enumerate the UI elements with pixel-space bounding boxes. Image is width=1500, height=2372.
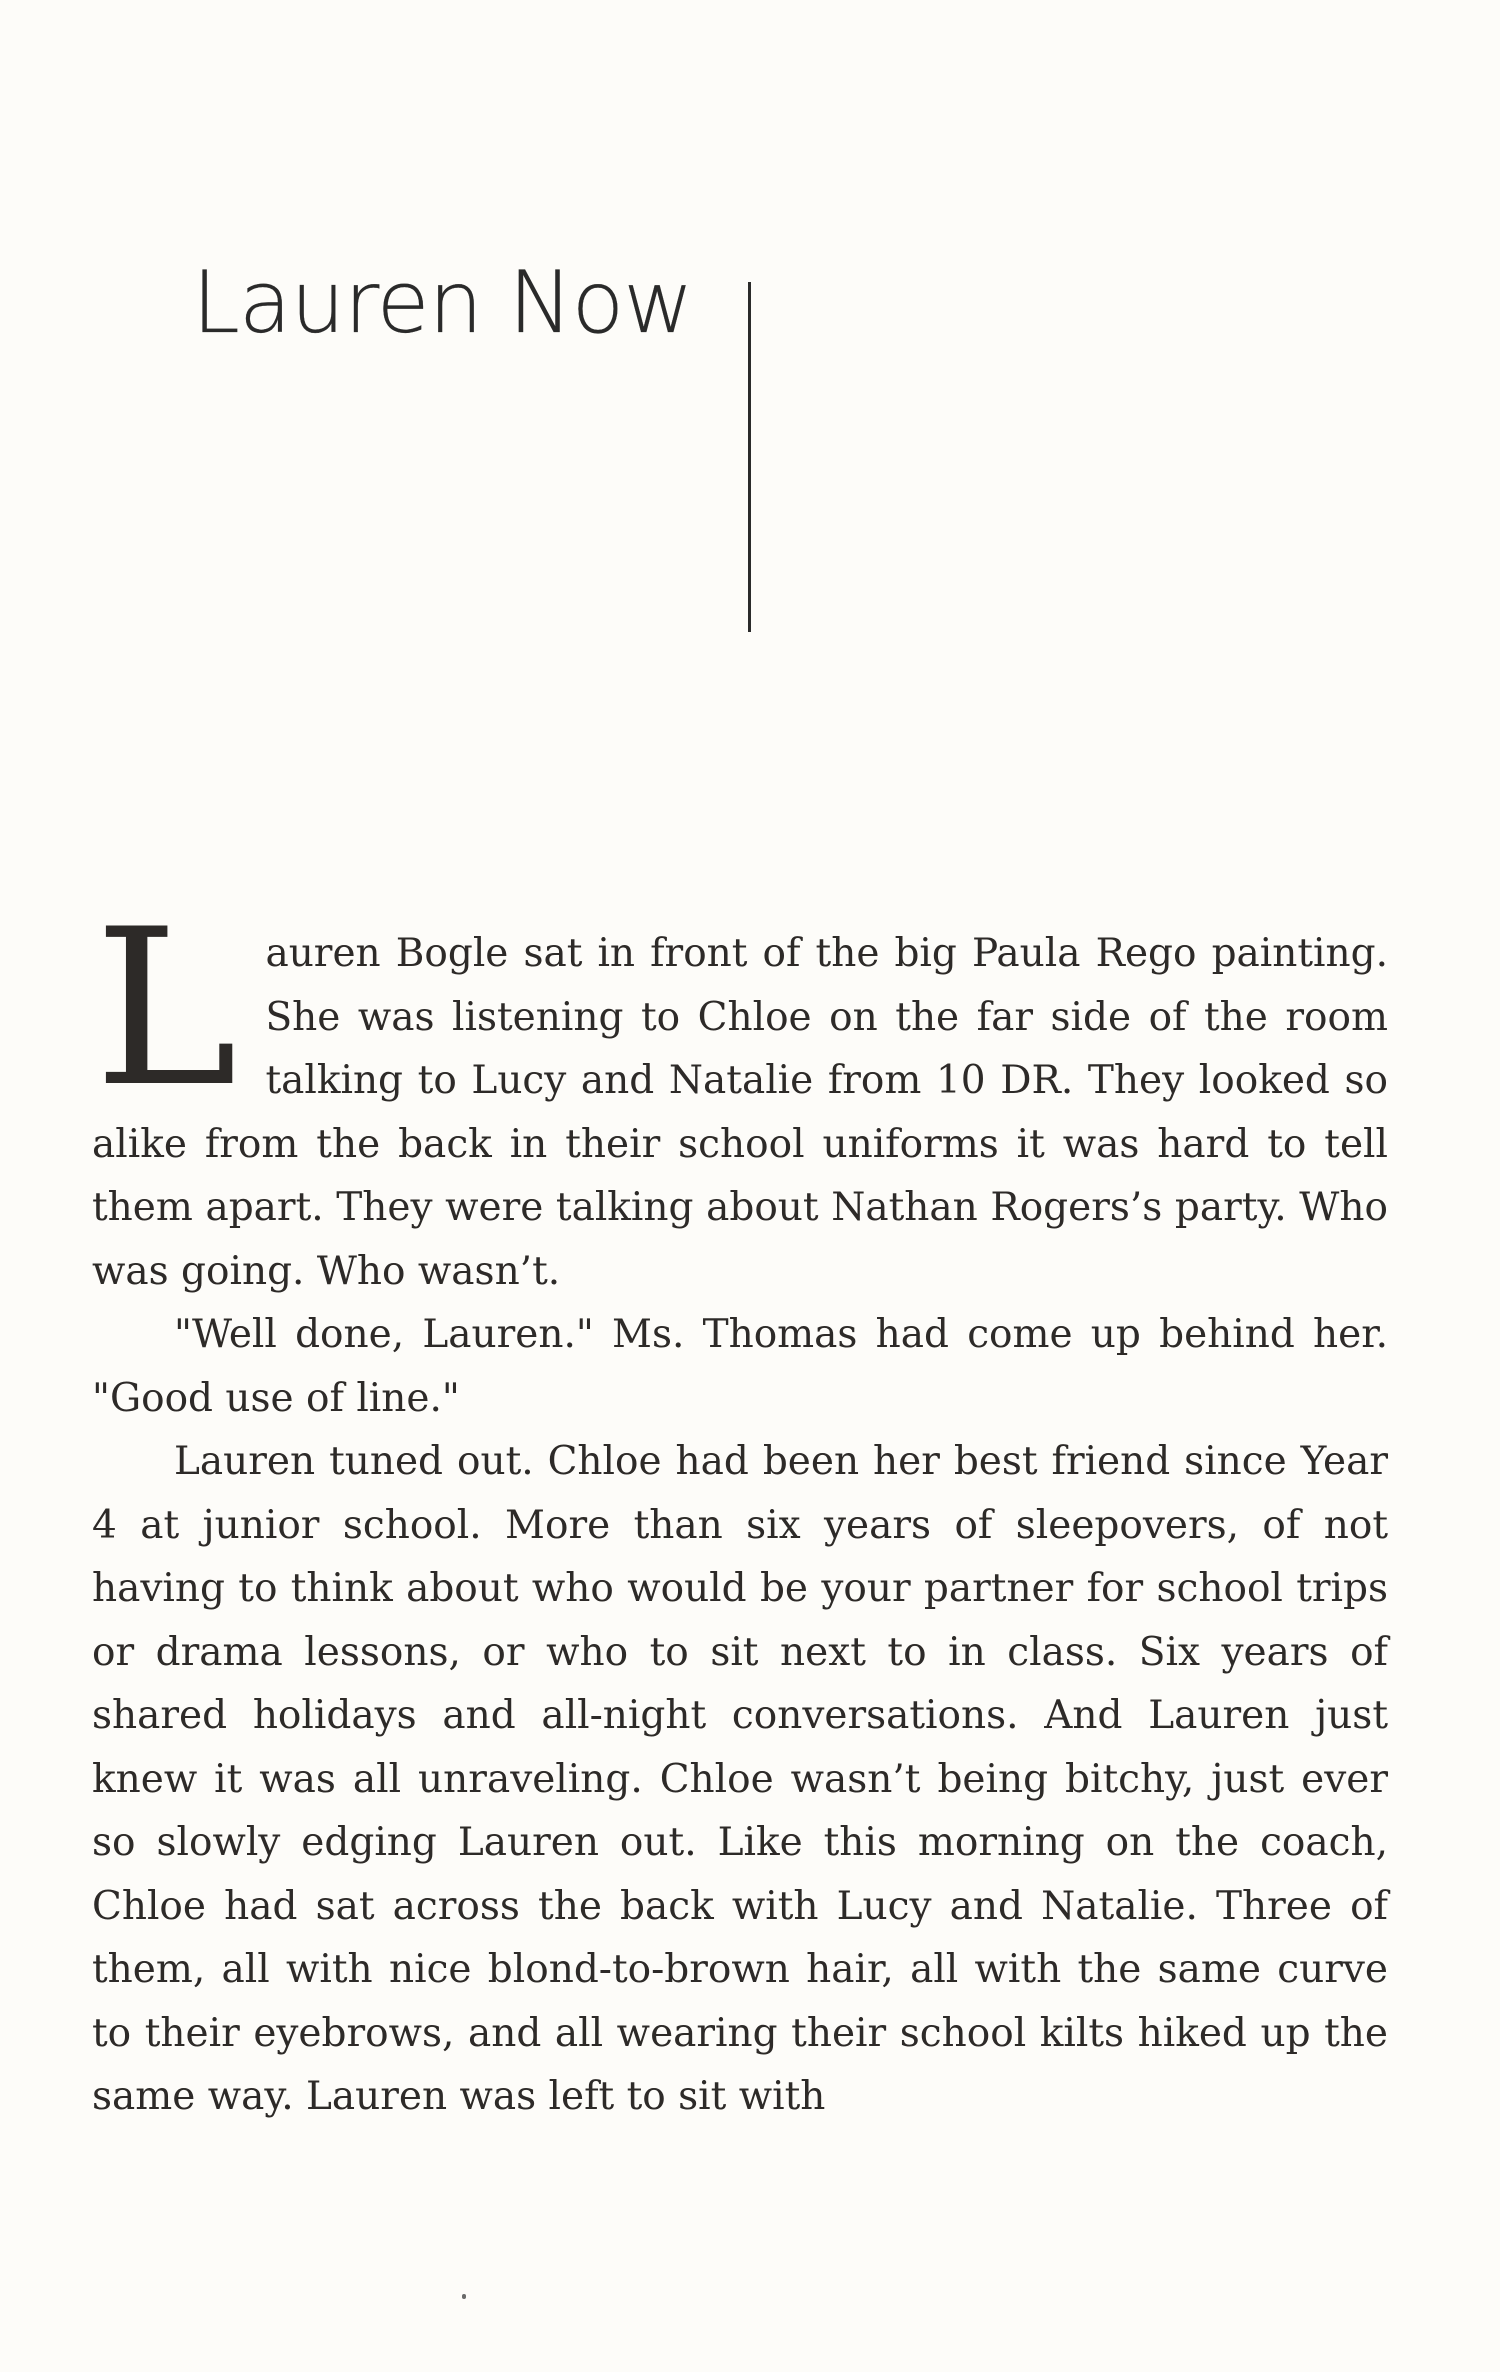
chapter-title: Lauren Now	[192, 253, 693, 353]
page-speck	[462, 2294, 466, 2299]
paragraph-3: Lauren tuned out. Chloe had been her best friend since Year 4 at junior school. More than six years of sleepovers, of not having to think about who would be your partner for school trips or drama lessons, or who to sit next to in class. Six years of shared holidays and all-night conversations. And Lauren just knew it was all unraveling. Chloe wasn’t being bitchy, just ever so slowly edging Lauren out. Like this morning on the coach, Chloe had sat across the back with Lucy and Natalie. Three of them, all with nice blond-to-brown hair, all with the same curve to their eyebrows, and all wearing their school kilts hiked up the same way. Lauren was left to sit with	[92, 1439, 1388, 2119]
body-text	[92, 883, 1388, 2129]
drop-cap: L	[94, 883, 238, 1134]
paragraph-1	[92, 883, 1388, 1303]
paragraph-1-text: auren Bogle sat in front of the big Paula Rego painting. She was listening to Chloe on the far side of the room talking to Lucy and Natalie from 10 DR. They looked so alike from the back in their school uniforms it was hard to tell them apart. They were talking about Nathan Rogers’s party. Who was going. Who wasn’t.	[92, 931, 1388, 1294]
title-vertical-rule	[748, 282, 751, 632]
paragraph-2: "Well done, Lauren." Ms. Thomas had come up behind her. "Good use of line."	[92, 1312, 1388, 1421]
